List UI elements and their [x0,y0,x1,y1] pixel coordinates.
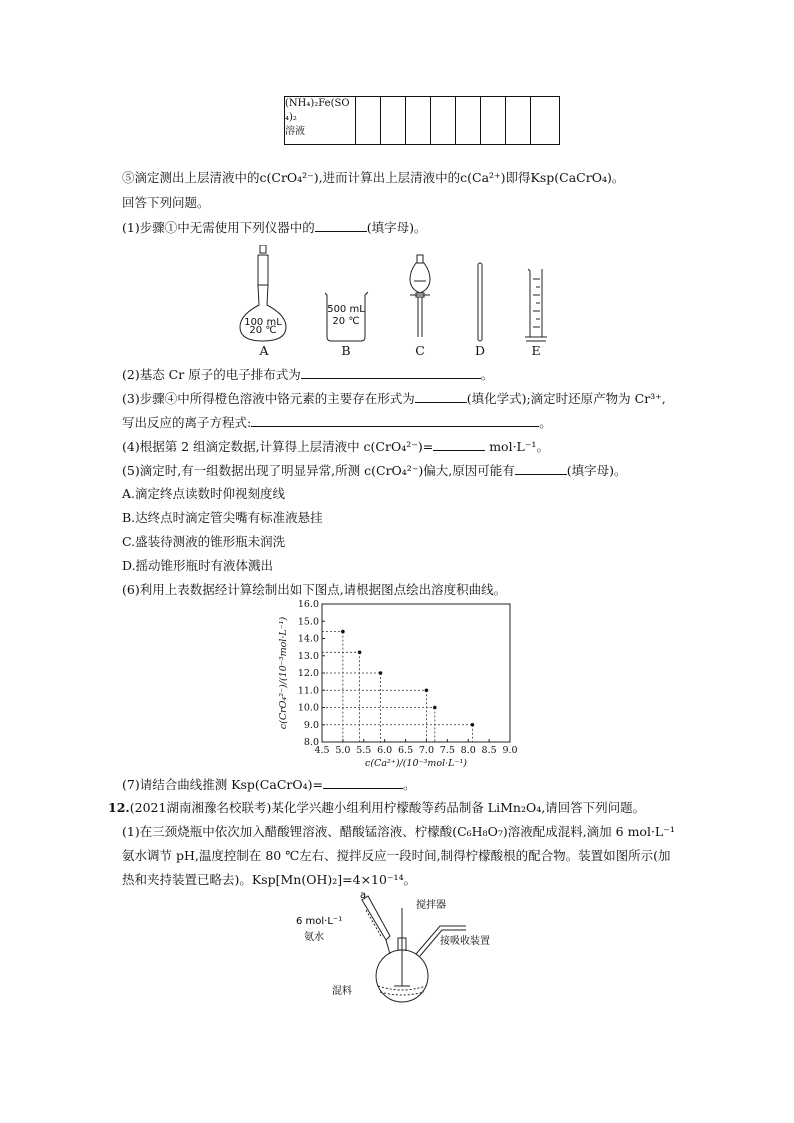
data-point [341,630,345,634]
question-4 [122,438,549,455]
x-tick-label: 4.5 [314,745,330,756]
question-6: (6)利用上表数据经计算绘制出如下图点,请根据图点绘出溶度积曲线。 [122,582,507,597]
concentration-label: 6 mol·L⁻¹ [296,916,343,927]
q3-blank [415,390,467,403]
stirrer-icon [394,908,410,986]
q1-blank [315,219,367,232]
q4-text: (4)根据第 2 组滴定数据,计算得上层清液中 c(CrO₄²⁻)= [122,439,434,454]
table-cell [481,97,506,145]
x-tick-label: 8.5 [481,745,497,756]
x-tick-label: 7.0 [418,745,434,756]
q1-text: (1)步骤①中无需使用下列仪器中的 [122,220,315,235]
q3-text: (3)步骤④中所得橙色溶液中铬元素的主要存在形式为 [122,391,415,406]
flask-temp-text: 20 ℃ [249,325,277,336]
x-tick-label: 7.5 [439,745,455,756]
dropping-funnel-icon [362,896,390,954]
label-a-tip: a [360,890,367,901]
q4-blank [433,438,485,451]
glass-rod-icon [478,263,482,341]
x-tick-label: 9.0 [502,745,518,756]
y-tick-label: 15.0 [297,616,319,628]
para-1a: (1)在三颈烧瓶中依次加入醋酸锂溶液、醋酸锰溶液、柠檬酸(C₆H₈O₇)溶液配成混料,滴加 6 mol·L⁻¹ [122,824,675,839]
separatory-funnel-icon [410,255,430,337]
table-row [285,97,560,145]
question-12 [108,800,645,816]
option-b: B.达终点时滴定管尖嘴有标准液悬挂 [122,510,323,525]
volumetric-flask-icon [240,245,286,341]
data-point [471,723,475,727]
data-point [433,706,437,710]
x-tick-label: 6.5 [398,745,414,756]
row-label-line2: ₄)₂ [285,112,297,123]
label-b: B [341,343,351,358]
row-label-cell [285,97,356,145]
q3-equation-text: 写出反应的离子方程式: [122,415,252,430]
label-c: C [415,343,425,358]
q1-suffix: (填字母)。 [366,220,427,235]
q2-blank [301,366,481,379]
q3-suffix: (填化学式);滴定时还原产物为 Cr³⁺, [466,391,666,406]
x-tick-label: 8.0 [460,745,476,756]
mixture-label: 混料 [332,986,352,997]
apparatus-figure [230,245,570,360]
y-axis-label: c(CrO₄²⁻)/(10⁻³mol·L⁻¹) [278,616,289,730]
x-axis-label: c(Ca²⁺)/(10⁻³mol·L⁻¹) [365,758,467,769]
q5-blank [515,462,567,475]
q3-equation-suffix: 。 [539,415,552,430]
question-7 [122,776,416,793]
beaker-temp-text: 20 ℃ [332,316,360,327]
x-tick-label: 5.5 [356,745,372,756]
data-point [379,671,383,675]
answer-intro: 回答下列问题。 [122,195,210,210]
question-3 [122,390,666,407]
y-tick-label: 11.0 [297,685,319,697]
beaker-text: 500 mL [327,304,365,315]
label-e: E [531,343,541,358]
solubility-chart [272,598,522,770]
q4-unit: mol·L⁻¹。 [489,439,549,454]
beaker-icon [325,292,368,341]
three-neck-flask-setup [290,888,530,1008]
table-cell [456,97,481,145]
q7-suffix: 。 [402,777,416,792]
para-1c: 热和夹持装置已略去)。Ksp[Mn(OH)₂]=4×10⁻¹⁴。 [122,872,417,887]
y-tick-label: 12.0 [297,668,319,679]
question-1 [122,219,426,236]
table-cell [506,97,531,145]
chart-points [341,630,474,727]
absorber-label: 接吸收装置 [440,936,490,947]
data-point [425,688,429,692]
q2-suffix: 。 [480,367,494,382]
label-d: D [474,343,486,358]
table-cell [431,97,456,145]
y-tick-label: 13.0 [297,650,319,662]
y-tick-label: 8.0 [303,737,319,748]
table-cell [381,97,406,145]
step5-text: ⑤滴定测出上层清液中的c(CrO₄²⁻),进而计算出上层清液中的c(Ca²⁺)即得Ksp(CaCrO₄)。 [122,170,625,185]
label-a: A [259,343,269,358]
chart-guides [322,632,472,742]
q5-text: (5)滴定时,有一组数据出现了明显异常,所测 c(CrO₄²⁻)偏大,原因可能有 [122,463,515,478]
data-point [358,651,362,655]
y-tick-label: 16.0 [297,599,319,610]
y-tick-label: 9.0 [303,719,319,731]
row-label-line3: 溶液 [285,126,305,137]
q3-equation-blank [251,414,539,427]
q7-blank [323,776,403,789]
ammonia-label: 氨水 [304,932,324,943]
q7-text: (7)请结合曲线推测 Ksp(CaCrO₄)= [122,777,323,792]
option-a: A.滴定终点读数时仰视刻度线 [122,486,286,501]
stirrer-label: 搅拌器 [416,900,446,911]
table-cell [356,97,381,145]
table-cell [406,97,431,145]
chart-axes [298,599,518,756]
q12-number: 12. [108,800,130,815]
data-table [284,96,560,145]
table-cell [531,97,560,145]
row-label-line1: (NH₄)₂Fe(SO [285,98,350,109]
question-3-equation [122,414,552,431]
question-5 [122,462,627,479]
q2-text: (2)基态 Cr 原子的电子排布式为 [122,367,301,382]
q5-suffix: (填字母)。 [566,463,627,478]
y-tick-label: 10.0 [297,702,319,714]
option-d: D.摇动锥形瓶时有液体溅出 [122,558,274,573]
graduated-cylinder-icon [525,269,547,341]
x-tick-label: 6.0 [377,745,393,756]
option-c: C.盛装待测液的锥形瓶未润洗 [122,534,286,549]
q12-text: (2021湖南湘豫名校联考)某化学兴趣小组利用柠檬酸等药品制备 LiMn₂O₄,请回答下列问题。 [129,800,646,815]
question-2 [122,366,493,383]
flask-text: 100 mL [244,317,282,328]
para-1b: 氨水调节 pH,温度控制在 80 ℃左右、搅拌反应一段时间,制得柠檬酸根的配合物。装置如图所示(加 [122,848,671,863]
x-tick-label: 5.0 [335,745,351,756]
y-tick-label: 14.0 [297,633,319,645]
